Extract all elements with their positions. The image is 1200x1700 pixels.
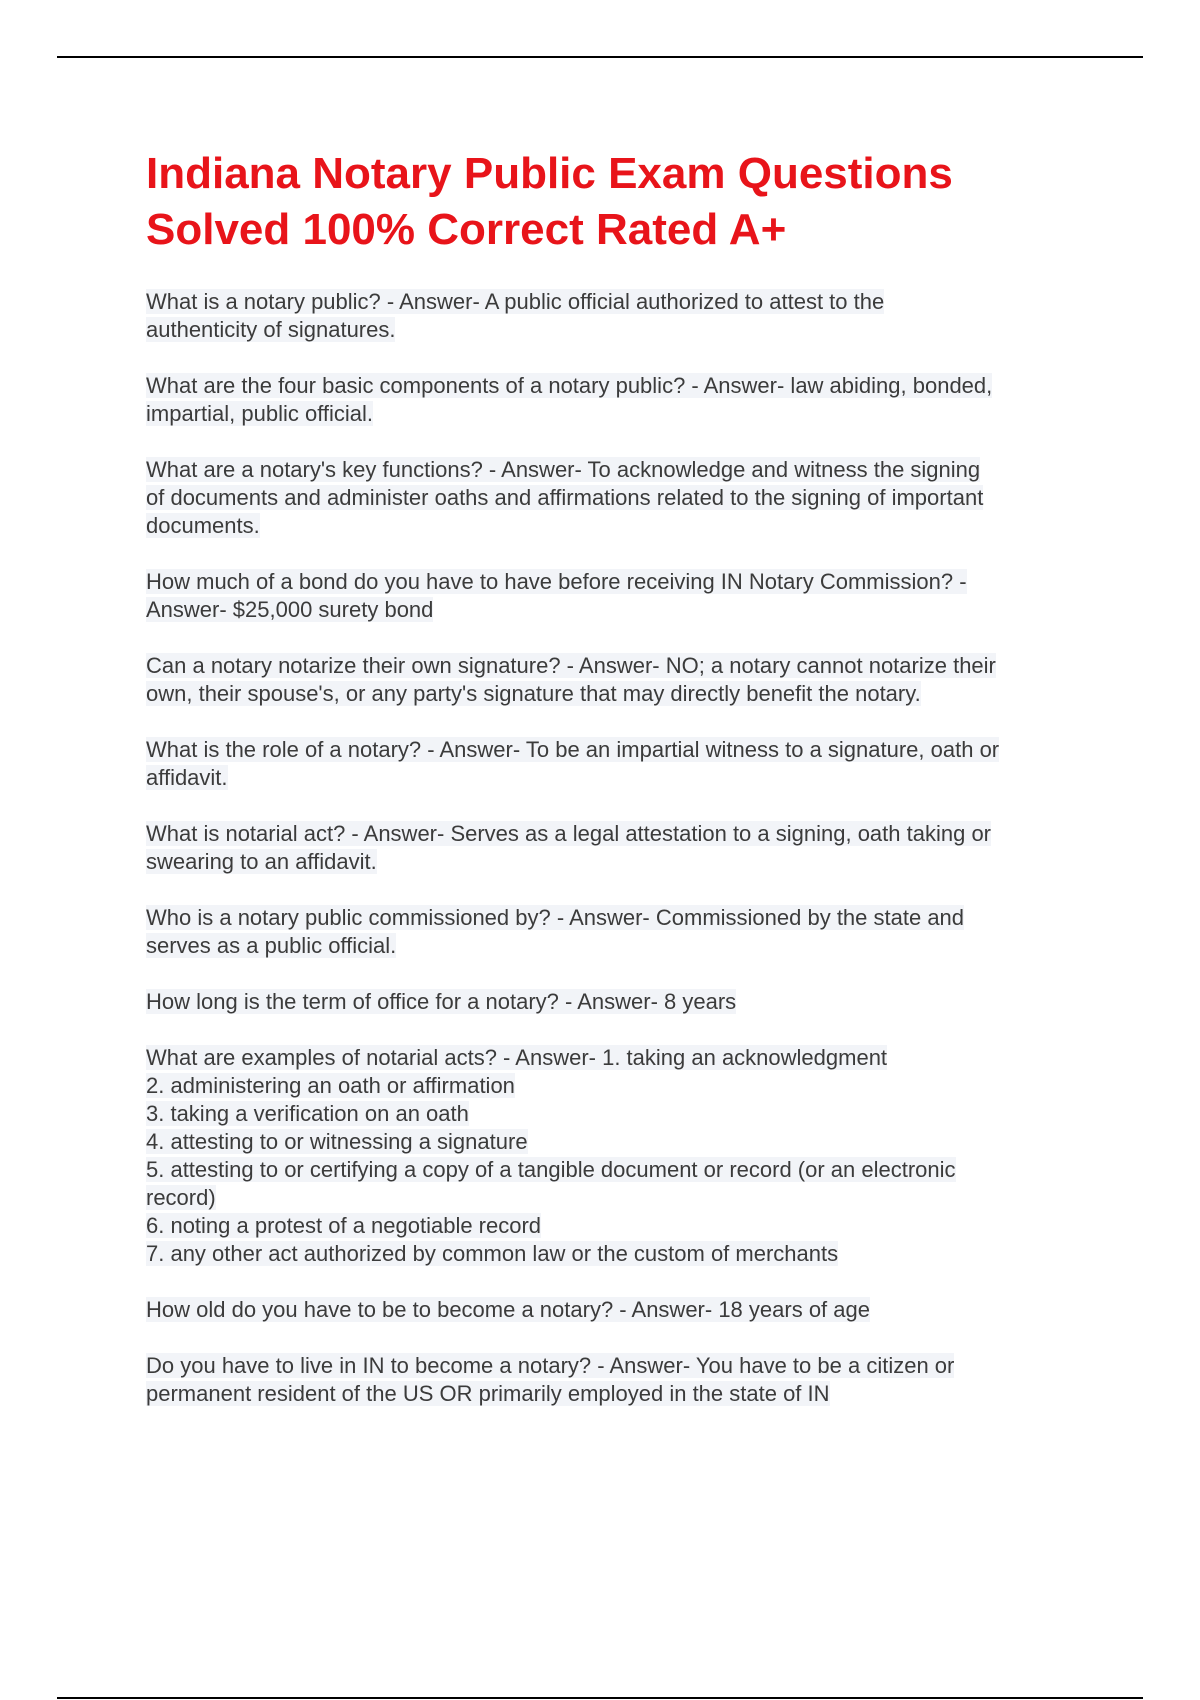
qa-line: [146, 316, 1096, 344]
qa-line-text: Answer- $25,000 surety bond: [146, 597, 434, 622]
qa-line-text: 2. administering an oath or affirmation: [146, 1073, 515, 1098]
qa-line-text: How much of a bond do you have to have before receiving IN Notary Commission? -: [146, 569, 967, 594]
qa-line: [146, 1352, 1096, 1380]
qa-line-text: Who is a notary public commissioned by? - Answer- Commissioned by the state and: [146, 905, 965, 930]
qa-line-text: own, their spouse's, or any party's signature that may directly benefit the notary.: [146, 681, 921, 706]
qa-line: [146, 596, 1096, 624]
qa-line-text: authenticity of signatures.: [146, 317, 396, 342]
qa-line: [146, 988, 1096, 1016]
qa-item: [146, 372, 1096, 428]
qa-line: [146, 1072, 1096, 1100]
qa-line: [146, 288, 1096, 316]
qa-line-text: What is a notary public? - Answer- A public official authorized to attest to the: [146, 289, 885, 314]
qa-line: [146, 680, 1096, 708]
qa-line: [146, 1240, 1096, 1268]
qa-line: [146, 568, 1096, 596]
qa-line-text: serves as a public official.: [146, 933, 397, 958]
qa-line: [146, 400, 1096, 428]
qa-line-text: swearing to an affidavit.: [146, 849, 377, 874]
qa-line: [146, 736, 1096, 764]
qa-line-text: affidavit.: [146, 765, 228, 790]
qa-line-text: 4. attesting to or witnessing a signature: [146, 1129, 528, 1154]
qa-line: [146, 1380, 1096, 1408]
qa-line-text: What are examples of notarial acts? - Answer- 1. taking an acknowledgment: [146, 1045, 888, 1070]
qa-line: [146, 932, 1096, 960]
qa-line-text: permanent resident of the US OR primarily employed in the state of IN: [146, 1381, 830, 1406]
qa-line-text: What are the four basic components of a notary public? - Answer- law abiding, bonded,: [146, 373, 993, 398]
qa-line-text: How long is the term of office for a notary? - Answer- 8 years: [146, 989, 737, 1014]
qa-line-text: record): [146, 1185, 216, 1210]
qa-line: [146, 764, 1096, 792]
qa-line: [146, 1156, 1096, 1184]
qa-line-text: of documents and administer oaths and affirmations related to the signing of important: [146, 485, 984, 510]
qa-line: [146, 904, 1096, 932]
qa-item: [146, 736, 1096, 792]
qa-item: [146, 456, 1096, 540]
qa-item: [146, 820, 1096, 876]
qa-item: [146, 904, 1096, 960]
qa-line-text: Do you have to live in IN to become a notary? - Answer- You have to be a citizen or: [146, 1353, 955, 1378]
qa-line: [146, 484, 1096, 512]
qa-line-text: documents.: [146, 513, 260, 538]
qa-line: [146, 848, 1096, 876]
title-line: Solved 100% Correct Rated A+: [146, 205, 787, 254]
qa-item: [146, 568, 1096, 624]
qa-item: [146, 988, 1096, 1016]
title-line: Indiana Notary Public Exam Questions: [146, 149, 953, 198]
qa-line-text: 3. taking a verification on an oath: [146, 1101, 469, 1126]
document-body: [146, 146, 1096, 1436]
qa-list: [146, 288, 1096, 1408]
qa-item: [146, 652, 1096, 708]
qa-line: [146, 1184, 1096, 1212]
qa-line: [146, 1212, 1096, 1240]
document-title: [146, 146, 1096, 258]
qa-item: [146, 1296, 1096, 1324]
qa-item: [146, 1044, 1096, 1268]
qa-line: [146, 1100, 1096, 1128]
qa-line: [146, 372, 1096, 400]
qa-line-text: Can a notary notarize their own signature? - Answer- NO; a notary cannot notarize their: [146, 653, 996, 678]
qa-line: [146, 652, 1096, 680]
qa-line-text: What are a notary's key functions? - Answer- To acknowledge and witness the signing: [146, 457, 981, 482]
qa-line-text: How old do you have to be to become a notary? - Answer- 18 years of age: [146, 1297, 870, 1322]
qa-line: [146, 512, 1096, 540]
qa-line: [146, 1296, 1096, 1324]
qa-line-text: 6. noting a protest of a negotiable record: [146, 1213, 542, 1238]
qa-item: [146, 1352, 1096, 1408]
qa-line-text: 5. attesting to or certifying a copy of a tangible document or record (or an electronic: [146, 1157, 956, 1182]
qa-line: [146, 456, 1096, 484]
top-rule: [57, 56, 1143, 58]
qa-line: [146, 1128, 1096, 1156]
qa-line: [146, 1044, 1096, 1072]
qa-item: [146, 288, 1096, 344]
qa-line-text: What is the role of a notary? - Answer- To be an impartial witness to a signature, oath or: [146, 737, 1000, 762]
qa-line-text: 7. any other act authorized by common law or the custom of merchants: [146, 1241, 839, 1266]
qa-line-text: impartial, public official.: [146, 401, 374, 426]
qa-line-text: What is notarial act? - Answer- Serves as a legal attestation to a signing, oath taking or: [146, 821, 992, 846]
bottom-rule: [57, 1697, 1143, 1699]
qa-line: [146, 820, 1096, 848]
